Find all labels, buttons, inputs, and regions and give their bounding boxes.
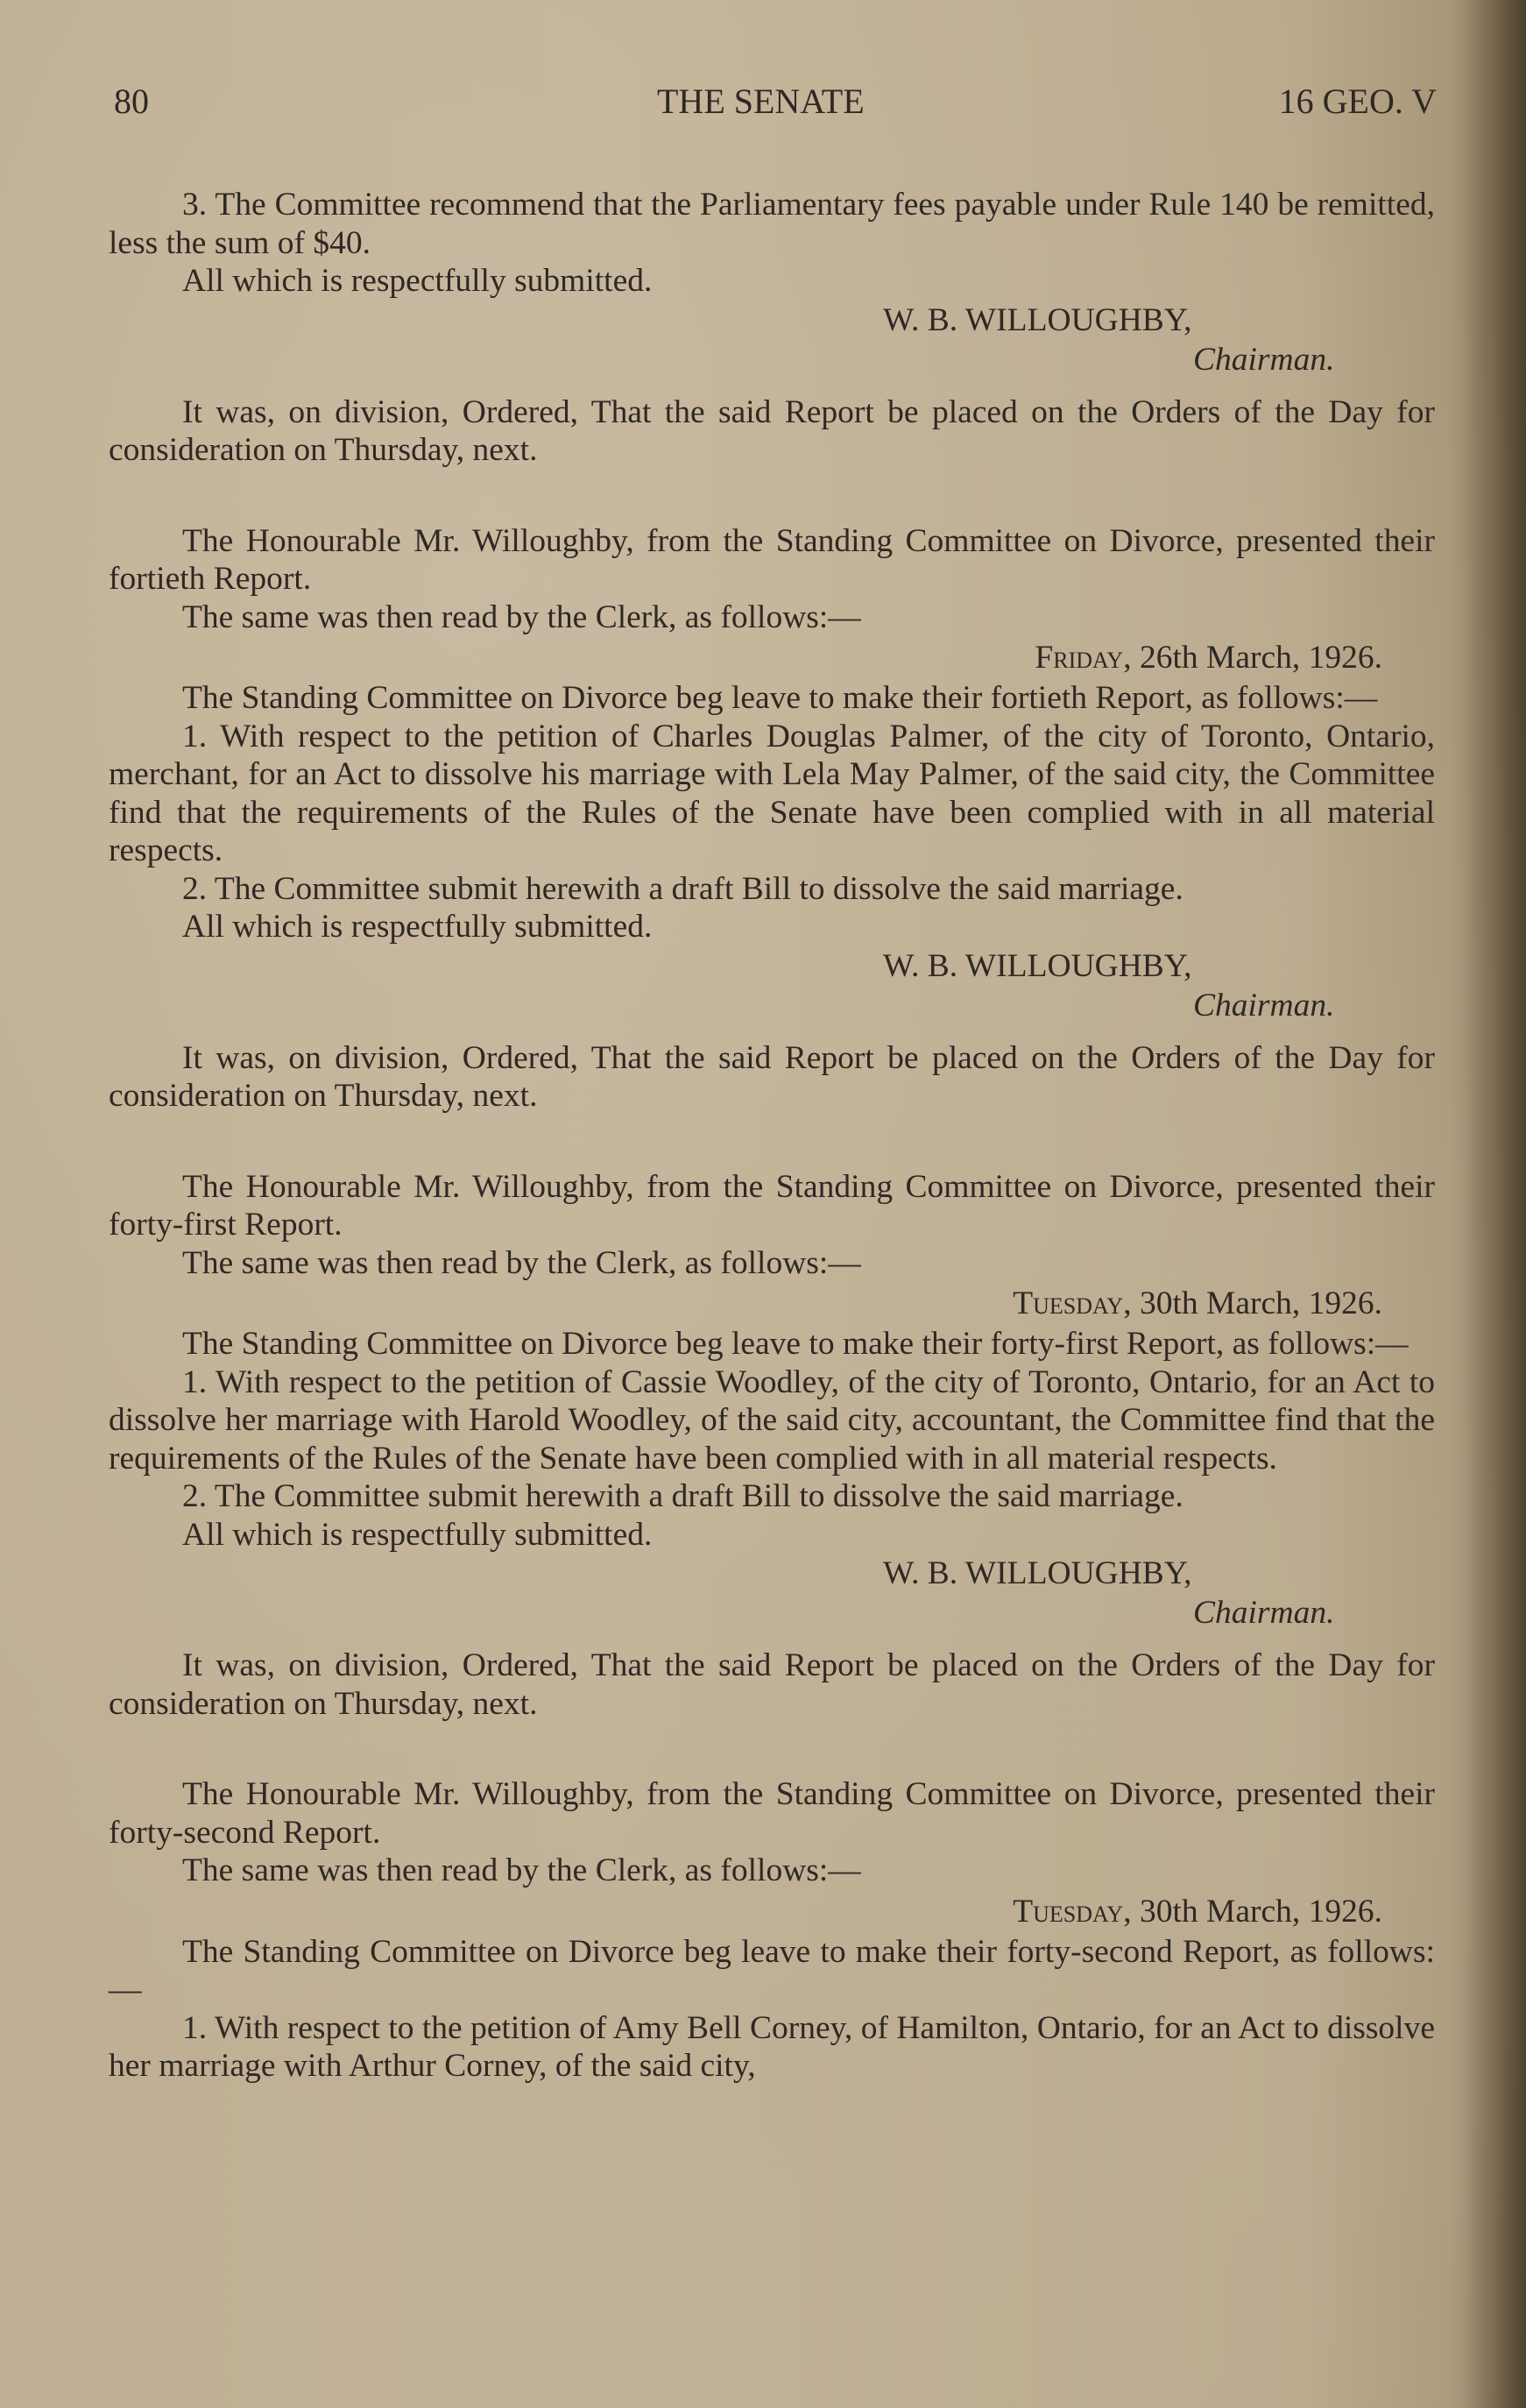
submitted-line: All which is respectfully submitted. [182,263,653,299]
report-date-day: Tuesday, [1013,1285,1132,1321]
item-1: 1. With respect to the petition of Cassie Woodley, of the city of Toronto, Ontario, for an Act to dissolve her marriage with Harold Woodley, of the said city, accountant, the Committee find that the requirements of the Rules of the Senate have been complied with in all material respects. [109,1363,1435,1477]
item-2: 2. The Committee submit herewith a draft Bill to dissolve the said marriage. [182,1478,1183,1514]
item-1: 1. With respect to the petition of Charles Douglas Palmer, of the city of Toronto, Ontario, merchant, for an Act to dissolve his marriage with Lela May Palmer, of the said city, the Committee find that the requirements of the Rules of the Senate have been complied with in all material respects. [109,718,1435,868]
item-1: 1. With respect to the petition of Amy Bell Corney, of Hamilton, Ontario, for an Act to dissolve her marriage with Arthur Corney, of the said city, [109,2009,1435,2084]
book-spine-shadow [1465,0,1526,2408]
report-date-day: Friday, [1035,640,1132,676]
regnal-year: 16 GEO. V [1278,81,1437,121]
signature: W. B. WILLOUGHBY, [883,1555,1192,1591]
page-header [114,81,1437,124]
report-date-rest: 26th March, 1926. [1131,640,1382,676]
signature-role: Chairman. [1193,987,1335,1023]
submitted-line: All which is respectfully submitted. [182,909,653,945]
item-2: 2. The Committee submit herewith a draft Bill to dissolve the said marriage. [182,870,1183,907]
report-date [109,1282,1435,1325]
signature: W. B. WILLOUGHBY, [883,947,1192,984]
order-paragraph: It was, on division, Ordered, That the said Report be placed on the Orders of the Day for consideration on Thursday, next. [109,1647,1435,1722]
order-paragraph: It was, on division, Ordered, That the said Report be placed on the Orders of the Day for consideration on Thursday, next. [109,1039,1435,1114]
page-body [109,186,1435,2086]
beg-leave: The Standing Committee on Divorce beg leave to make their forty-second Report, as follows:— [109,1933,1435,2008]
page-number: 80 [114,81,149,121]
signature-role: Chairman. [1193,1595,1335,1631]
read-by-clerk: The same was then read by the Clerk, as follows:— [182,1852,861,1888]
running-title: THE SENATE [657,81,865,121]
read-by-clerk: The same was then read by the Clerk, as follows:— [182,598,861,635]
report-date [109,1890,1435,1933]
read-by-clerk: The same was then read by the Clerk, as follows:— [182,1244,861,1281]
order-paragraph: It was, on division, Ordered, That the said Report be placed on the Orders of the Day for consideration on Thursday, next. [109,393,1435,468]
beg-leave: The Standing Committee on Divorce beg leave to make their forty-first Report, as follows:— [182,1326,1409,1362]
forty-second-report [109,1775,1435,2086]
paragraph-3: 3. The Committee recommend that the Parliamentary fees payable under Rule 140 be remitted, less the sum of $40. [109,187,1435,261]
report-date [109,636,1435,679]
beg-leave: The Standing Committee on Divorce beg leave to make their fortieth Report, as follows:— [182,680,1378,716]
report-date-rest: 30th March, 1926. [1131,1893,1382,1930]
report-intro: The Honourable Mr. Willoughby, from the Standing Committee on Divorce, presented their forty-first Report. [109,1168,1435,1243]
report-date-rest: 30th March, 1926. [1131,1285,1382,1321]
forty-first-report [109,1168,1435,1724]
signature-role: Chairman. [1193,341,1335,378]
fortieth-report [109,522,1435,1115]
signature: W. B. WILLOUGHBY, [883,301,1192,338]
report-continuation [109,186,1435,470]
report-date-day: Tuesday, [1013,1893,1132,1930]
report-intro: The Honourable Mr. Willoughby, from the Standing Committee on Divorce, presented their fortieth Report. [109,522,1435,597]
report-intro: The Honourable Mr. Willoughby, from the Standing Committee on Divorce, presented their forty-second Report. [109,1776,1435,1851]
submitted-line: All which is respectfully submitted. [182,1516,653,1553]
